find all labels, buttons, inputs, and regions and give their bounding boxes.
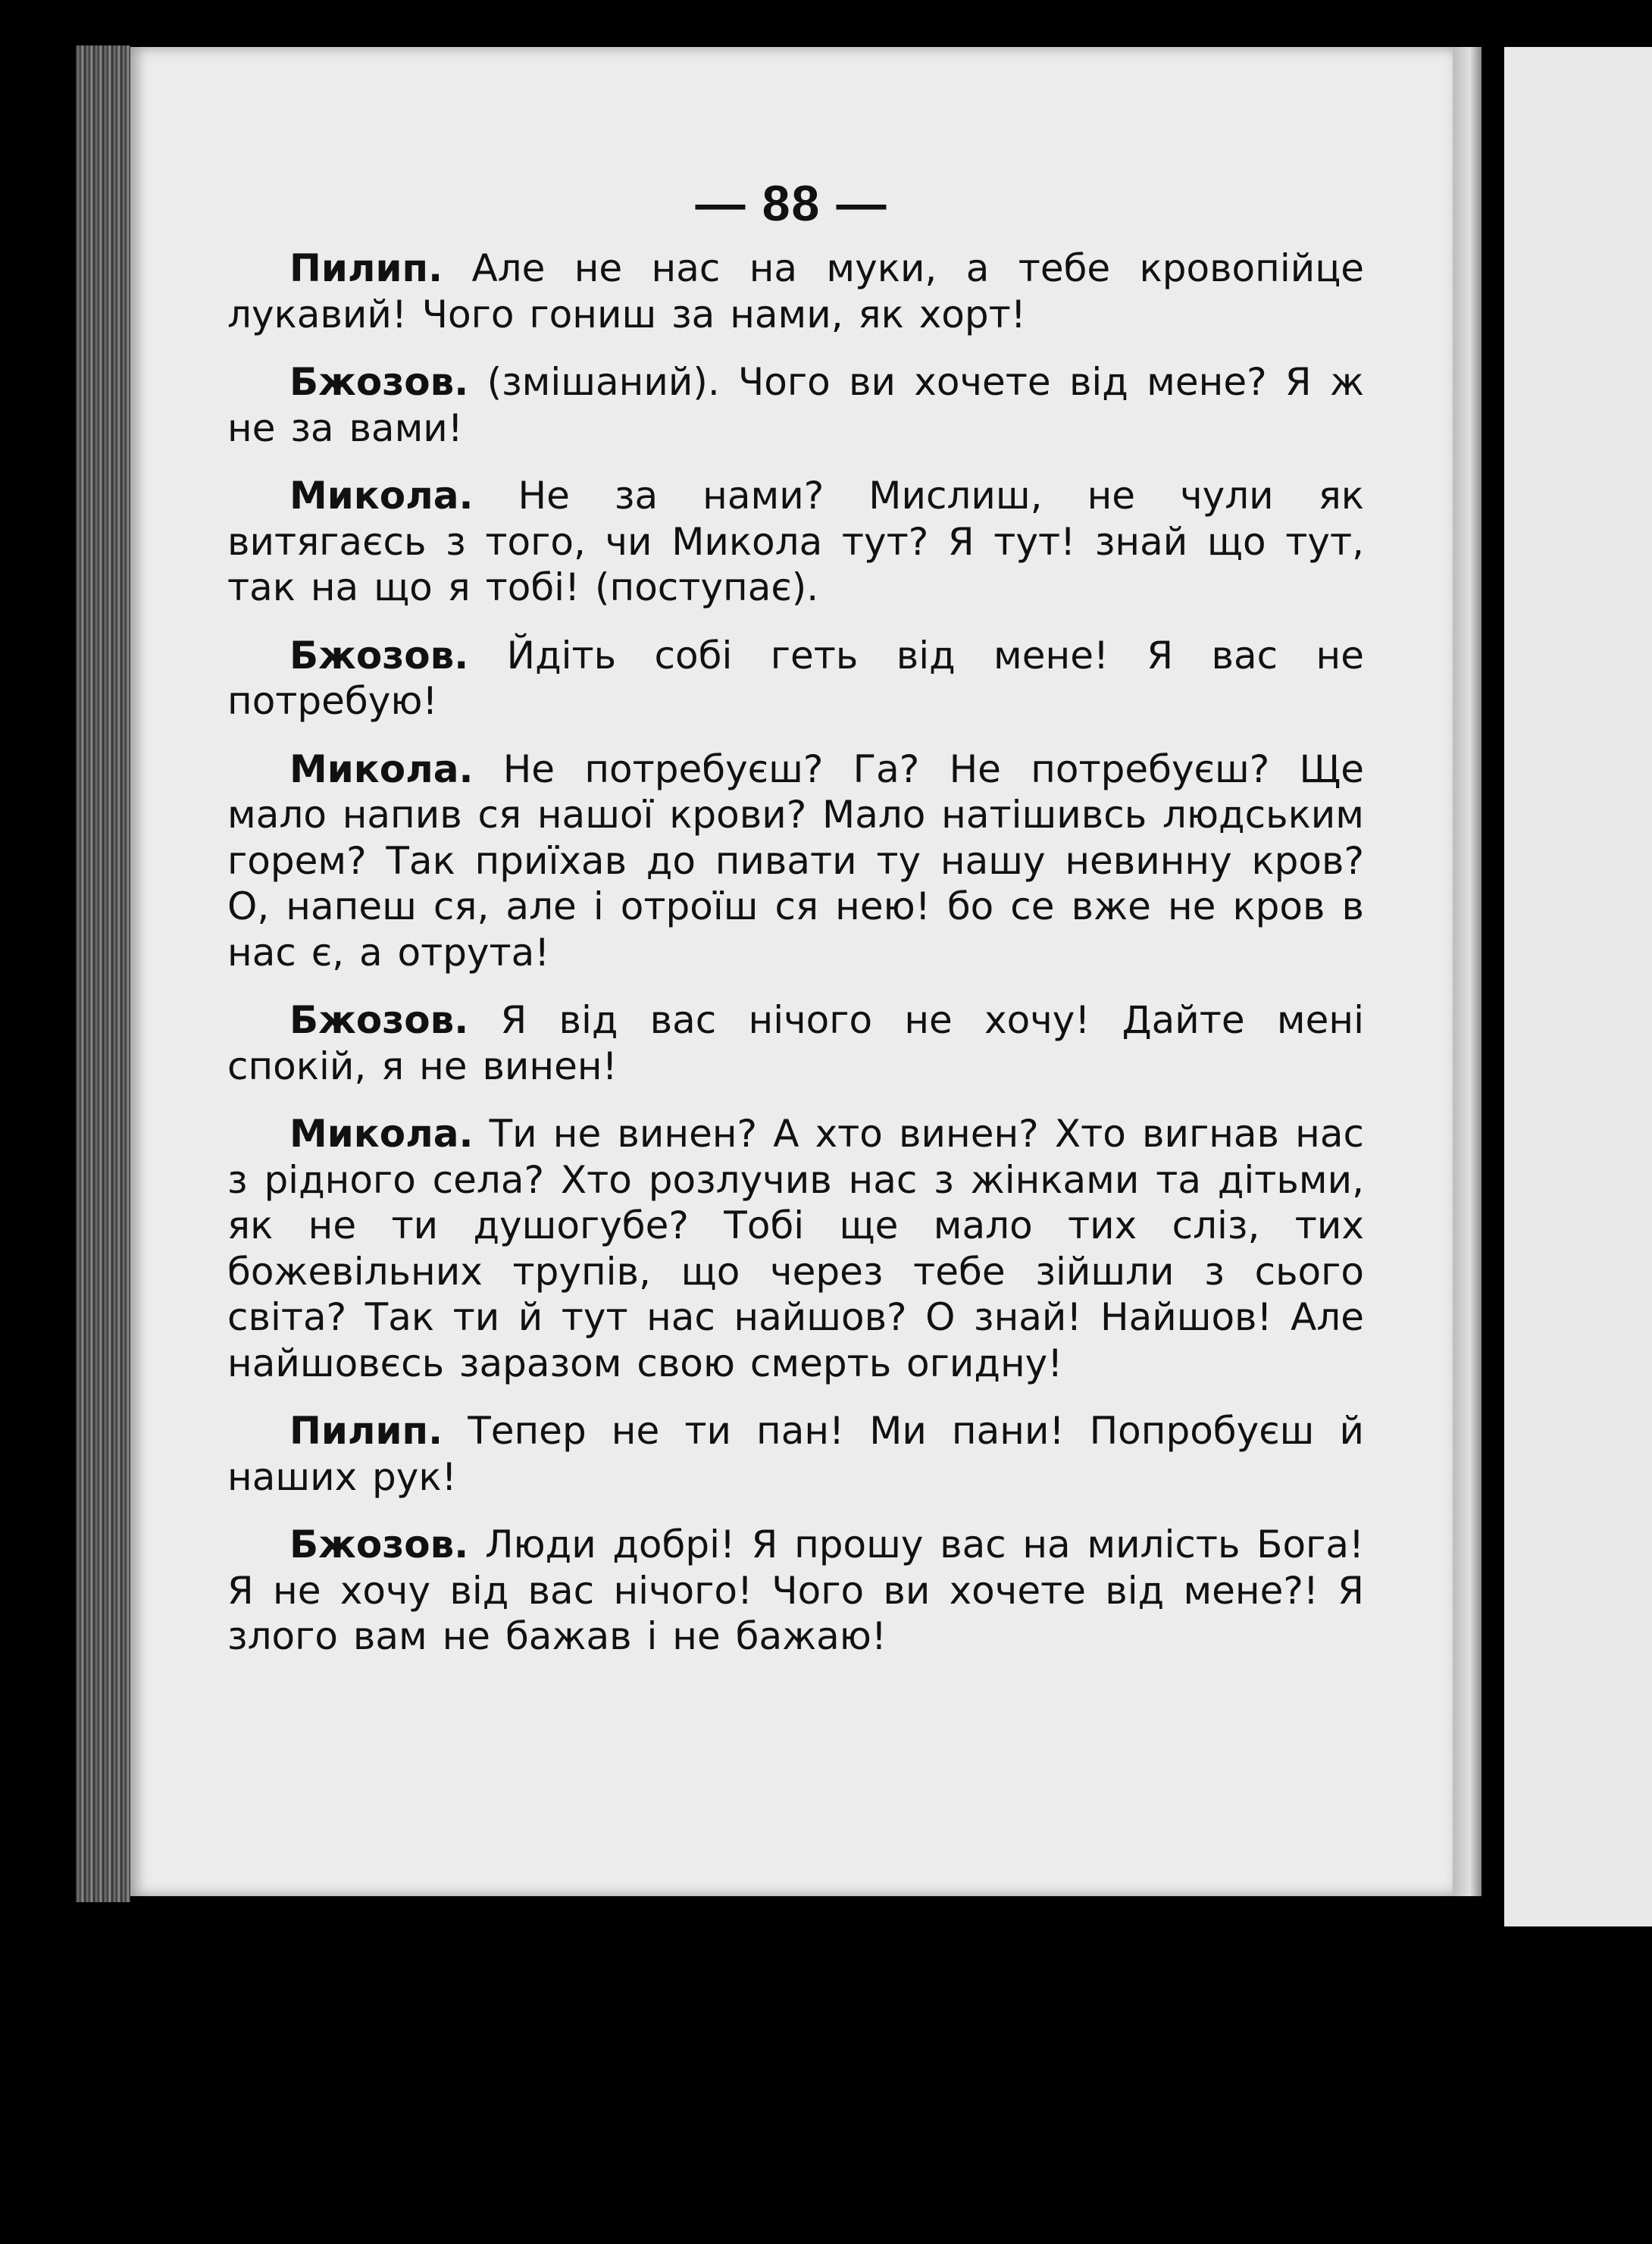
speaker-name: Микола.	[289, 1112, 474, 1156]
dialogue-text: Я від вас нічого не хочу! Дайте мені спокій, я не винен!	[227, 998, 1364, 1088]
dialogue-paragraph	[227, 1408, 1364, 1500]
book-spine	[76, 45, 130, 1902]
speaker-name: Микола.	[289, 474, 474, 518]
next-page-edge	[1504, 47, 1652, 1926]
speaker-name: Бжозов.	[289, 998, 469, 1042]
speaker-name: Микола.	[289, 746, 474, 791]
dialogue-text: Не за нами? Мислиш, не чули як витягаєсь з того, чи Микола тут? Я тут! знай що тут, так на що я тобі! (поступає).	[227, 474, 1364, 609]
dialogue-paragraph	[227, 746, 1364, 976]
dialogue-paragraph	[227, 359, 1364, 451]
dialogue-paragraph	[227, 1111, 1364, 1386]
dialogue-text: Ти не винен? А хто винен? Хто вигнав нас з рідного села? Хто розлучив нас з жінками та дітьми, як не ти душогубе? Тобі ще мало тих сліз, тих божевільних трупів, що через тебе зійшли з сього світа? Так ти й тут нас найшов? О знай! Найшов! Але найшовєсь заразом свою смерть огидну!	[227, 1112, 1364, 1385]
speaker-name: Бжозов.	[289, 633, 469, 678]
book-page	[130, 47, 1453, 1896]
dialogue-text: Йдіть собі геть від мене! Я вас не потребую!	[227, 633, 1365, 723]
dialogue-paragraph	[227, 1522, 1364, 1660]
dialogue-paragraph	[227, 633, 1364, 725]
speaker-name: Пилип.	[289, 1409, 443, 1453]
page-edge	[1453, 47, 1481, 1896]
speaker-name: Бжозов.	[289, 1523, 469, 1566]
dialogue-paragraph	[227, 473, 1364, 611]
dialogue-paragraph	[227, 246, 1364, 337]
dialogue-text: Люди добрі! Я прошу вас на милість Бога! Я не хочу від вас нічого! Чого ви хочете від мене?! Я злого вам не бажав і не бажаю!	[227, 1523, 1364, 1658]
speaker-name: Бжозов.	[289, 360, 469, 404]
page-number: — 88 —	[695, 175, 888, 231]
dialogue-text: (змішаний). Чого ви хочете від мене? Я ж не за вами!	[227, 360, 1364, 450]
dialogue-text: Але не нас на муки, а тебе кровопійце лукавий! Чого гониш за нами, як хорт!	[227, 246, 1364, 336]
speaker-name: Пилип.	[289, 246, 443, 290]
dialogue-paragraph	[227, 997, 1364, 1089]
page-text	[227, 246, 1364, 1682]
dialogue-text: Не потребуєш? Га? Не потребуєш? Ще мало напив ся нашої крови? Мало натішивсь людським горем? Так приїхав до пивати ту нашу невинну кров? О, напеш ся, але і отроїш ся нею! бо се вже не кров в нас є, а отрута!	[227, 746, 1364, 975]
dialogue-text: Тепер не ти пан! Ми пани! Попробуєш й наших рук!	[227, 1409, 1364, 1499]
